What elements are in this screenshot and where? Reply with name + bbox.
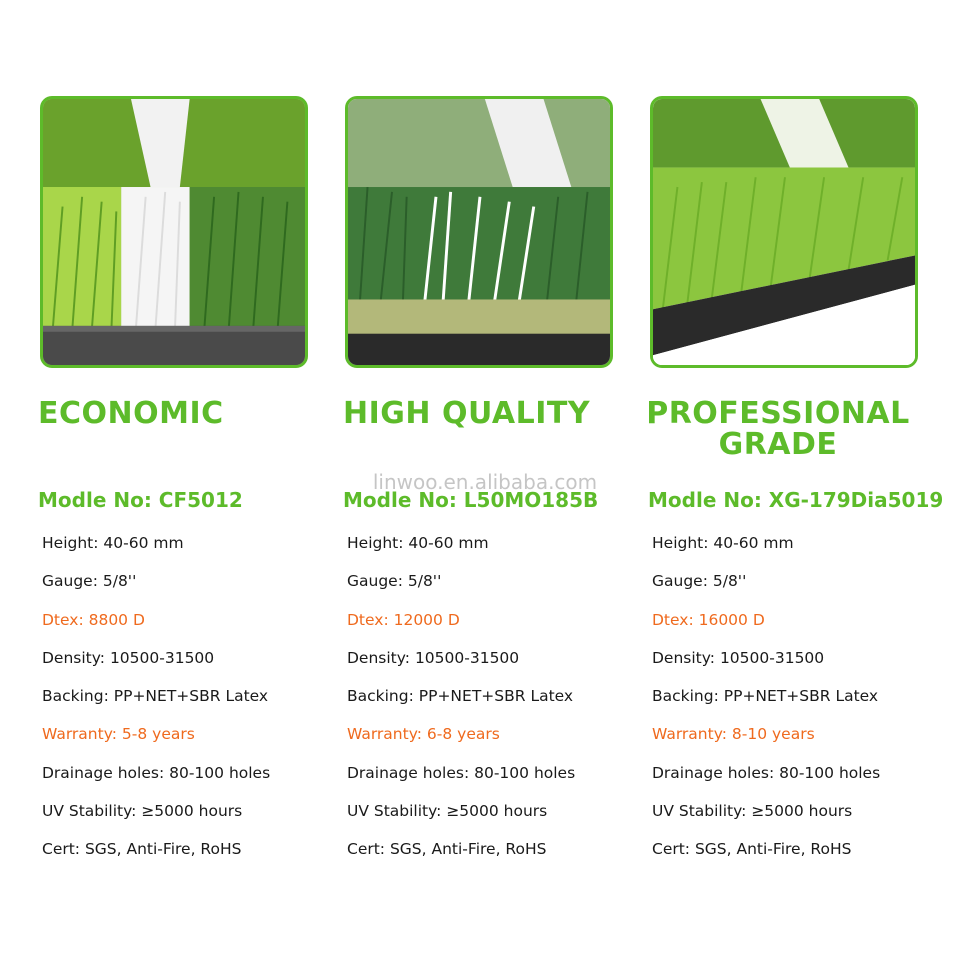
spec-gauge: Gauge: 5/8'' (42, 572, 137, 591)
spec-cert: Cert: SGS, Anti-Fire, RoHS (347, 840, 547, 859)
spec-backing: Backing: PP+NET+SBR Latex (652, 687, 879, 706)
model-number: Modle No: CF5012 (38, 488, 243, 512)
spec-list (42, 532, 332, 877)
spec-warranty: Warranty: 8-10 years (652, 725, 815, 744)
spec-drainage: Drainage holes: 80-100 holes (42, 763, 271, 782)
spec-drainage: Drainage holes: 80-100 holes (347, 763, 576, 782)
product-column-economic (38, 0, 338, 960)
spec-warranty: Warranty: 5-8 years (42, 725, 195, 744)
spec-density: Density: 10500-31500 (347, 648, 520, 667)
spec-warranty: Warranty: 6-8 years (347, 725, 500, 744)
spec-density: Density: 10500-31500 (652, 648, 825, 667)
product-column-professional-grade (648, 0, 948, 960)
spec-height: Height: 40-60 mm (652, 534, 794, 552)
spec-cert: Cert: SGS, Anti-Fire, RoHS (42, 840, 242, 859)
tier-title: HIGH QUALITY (343, 396, 591, 431)
spec-density: Density: 10500-31500 (42, 648, 215, 667)
watermark-text: linwoo.en.alibaba.com (372, 470, 598, 494)
turf-sample-high-quality-graphic (348, 99, 610, 365)
turf-sample-image (345, 96, 613, 368)
tier-title: ECONOMIC (38, 396, 224, 431)
spec-list (347, 532, 637, 877)
tier-title: PROFESSIONAL GRADE (646, 396, 910, 462)
spec-dtex: Dtex: 8800 D (42, 610, 145, 629)
spec-drainage: Drainage holes: 80-100 holes (652, 763, 881, 782)
spec-uv-stability: UV Stability: ≥5000 hours (42, 802, 243, 821)
model-number: Modle No: XG-179Dia5019 (648, 488, 944, 512)
spec-dtex: Dtex: 12000 D (347, 610, 460, 629)
spec-gauge: Gauge: 5/8'' (652, 572, 747, 591)
spec-backing: Backing: PP+NET+SBR Latex (42, 687, 269, 706)
spec-gauge: Gauge: 5/8'' (347, 572, 442, 591)
model-number: Modle No: L50MO185B (343, 488, 599, 512)
spec-uv-stability: UV Stability: ≥5000 hours (652, 802, 853, 821)
spec-height: Height: 40-60 mm (42, 534, 184, 552)
turf-sample-economic-graphic (43, 99, 305, 365)
spec-list (652, 532, 942, 877)
turf-sample-image (40, 96, 308, 368)
spec-uv-stability: UV Stability: ≥5000 hours (347, 802, 548, 821)
spec-cert: Cert: SGS, Anti-Fire, RoHS (652, 840, 852, 859)
turf-sample-professional-graphic (653, 99, 915, 365)
spec-dtex: Dtex: 16000 D (652, 610, 765, 629)
spec-backing: Backing: PP+NET+SBR Latex (347, 687, 574, 706)
turf-sample-image (650, 96, 918, 368)
spec-height: Height: 40-60 mm (347, 534, 489, 552)
